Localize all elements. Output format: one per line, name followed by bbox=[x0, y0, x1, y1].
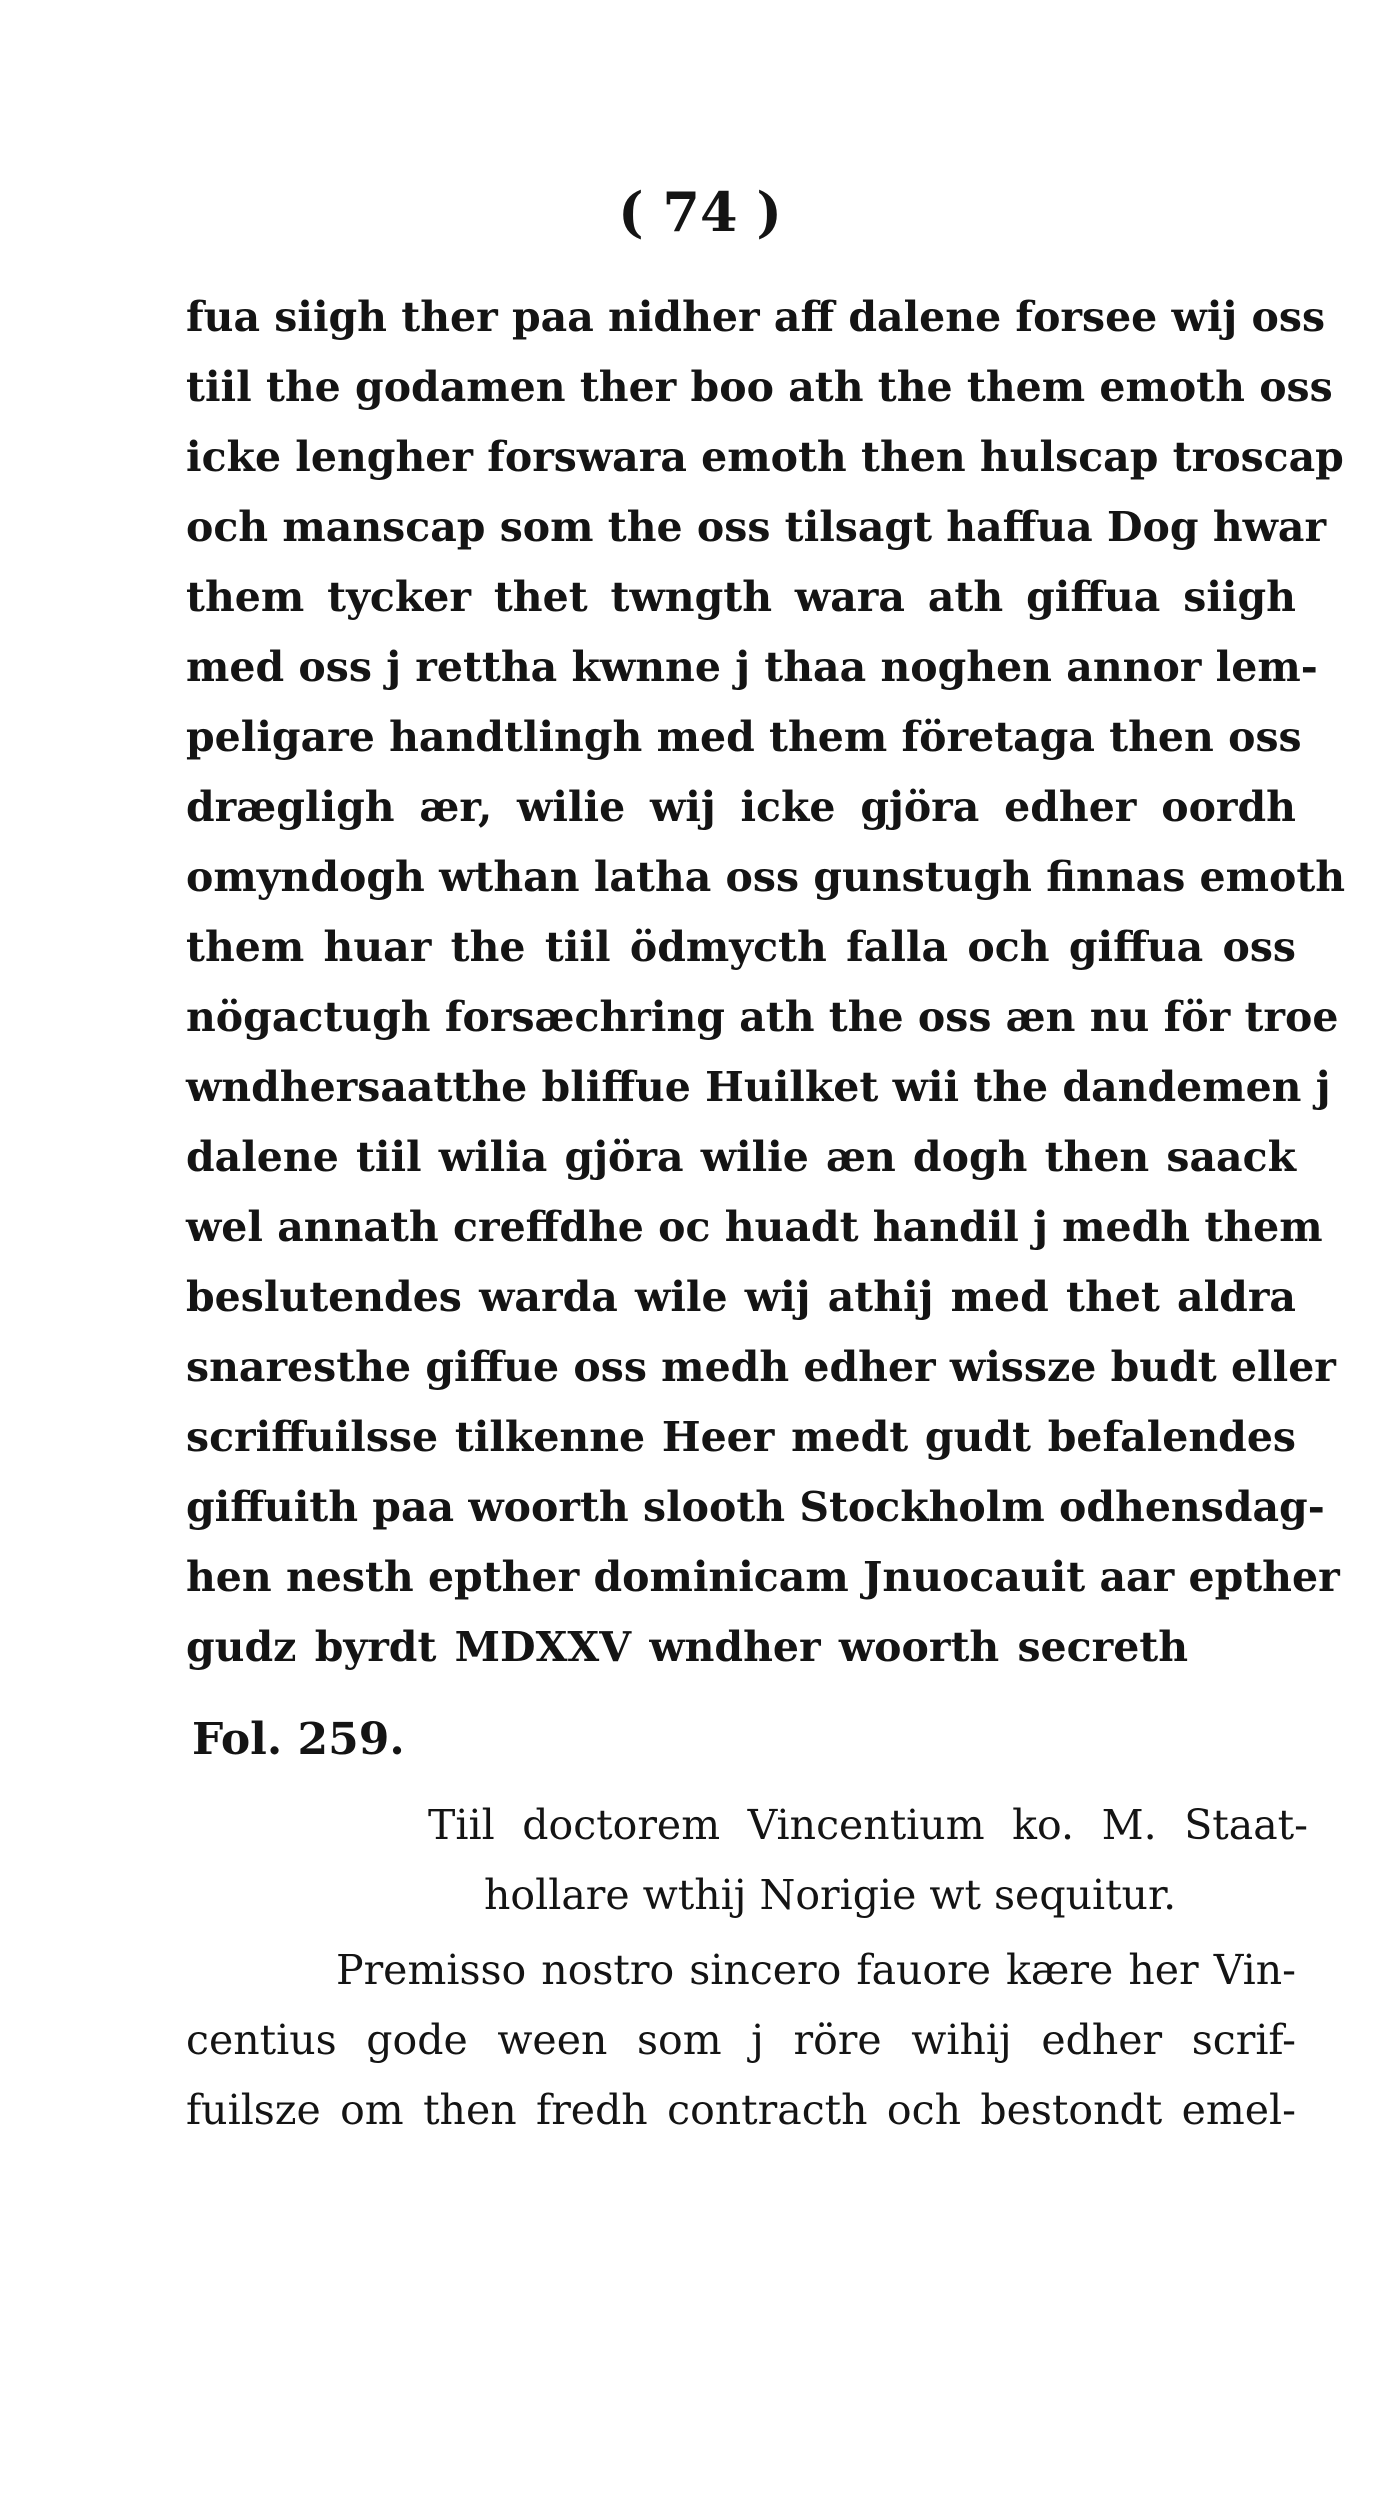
text-line: snaresthe giffue oss medh edher wissze budt eller bbox=[186, 1343, 1336, 1391]
text-line: Premisso nostro sincero fauore kære her Vin- bbox=[336, 1946, 1296, 1994]
text-line: peligare handtlingh med them företaga then oss bbox=[186, 713, 1302, 761]
text-line: drægligh ær, wilie wij icke gjöra edher oordh bbox=[186, 783, 1296, 831]
text-line: med oss j rettha kwnne j thaa noghen annor lem- bbox=[186, 643, 1318, 691]
text-line: fuilsze om then fredh contracth och bestondt emel- bbox=[186, 2086, 1296, 2134]
text-line: them tycker thet twngth wara ath giffua siigh bbox=[186, 573, 1296, 621]
text-line: icke lengher forswara emoth then hulscap troscap bbox=[186, 433, 1344, 481]
page-number: ( 74 ) bbox=[618, 180, 782, 244]
text-line: scriffuilsse tilkenne Heer medt gudt befalendes bbox=[186, 1413, 1296, 1461]
text-line: hen nesth epther dominicam Jnuocauit aar epther bbox=[186, 1553, 1340, 1601]
body-text bbox=[186, 282, 1346, 1682]
text-line: och manscap som the oss tilsagt haffua Dog hwar bbox=[186, 503, 1327, 551]
text-line: tiil the godamen ther boo ath the them emoth oss bbox=[186, 363, 1333, 411]
heading-line: Tiil doctorem Vincentium ko. M. Staat- bbox=[428, 1801, 1308, 1849]
text-line: wndhersaatthe bliffue Huilket wii the dandemen j bbox=[186, 1063, 1331, 1111]
text-line: giffuith paa woorth slooth Stockholm odhensdag- bbox=[186, 1483, 1325, 1531]
heading-line: hollare wthij Norigie wt sequitur. bbox=[484, 1871, 1177, 1919]
text-line: them huar the tiil ödmycth falla och giffua oss bbox=[186, 923, 1296, 971]
text-line: fua siigh ther paa nidher aff dalene forsee wij oss bbox=[186, 293, 1326, 341]
text-line: omyndogh wthan latha oss gunstugh finnas emoth bbox=[186, 853, 1346, 901]
folio-reference: Fol. 259. bbox=[192, 1714, 405, 1765]
letter-heading bbox=[428, 1790, 1308, 1930]
text-line: dalene tiil wilia gjöra wilie æn dogh then saack bbox=[186, 1133, 1296, 1181]
text-line: centius gode ween som j röre wihij edher scrif- bbox=[186, 2016, 1296, 2064]
text-line: wel annath creffdhe oc huadt handil j medh them bbox=[186, 1203, 1323, 1251]
letter-text bbox=[186, 1935, 1296, 2145]
text-line: nögactugh forsæchring ath the oss æn nu för troe bbox=[186, 993, 1339, 1041]
text-line: beslutendes warda wile wij athij med thet aldra bbox=[186, 1273, 1296, 1321]
text-line: gudz byrdt MDXXV wndher woorth secreth bbox=[186, 1623, 1189, 1671]
